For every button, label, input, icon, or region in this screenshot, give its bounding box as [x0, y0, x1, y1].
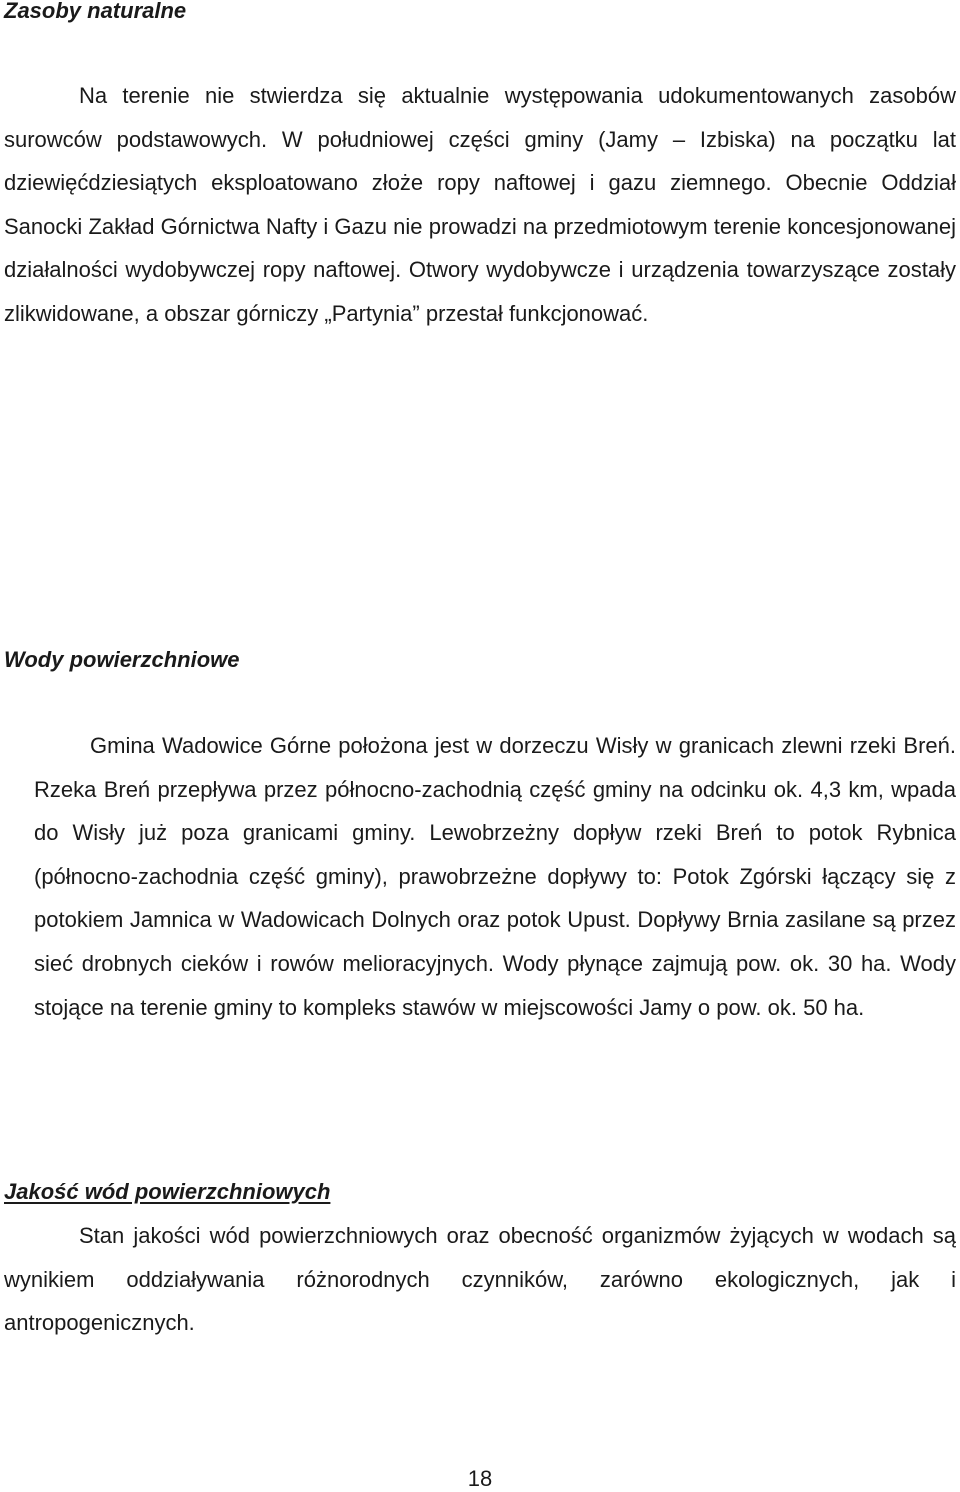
- section-heading-natural-resources: Zasoby naturalne: [4, 0, 187, 23]
- paragraph-surface-water-quality: [4, 1214, 956, 1345]
- paragraph-text: Gmina Wadowice Górne położona jest w dorzeczu Wisły w granicach zlewni rzeki Breń. Rzeka Breń przepływa przez północno-zachodnią część gminy na odcinku ok. 4,3 km, wpada do Wisły już poza granicami gminy. Lewobrzeżny dopływ rzeki Breń to potok Rybnica (północno-zachodnia część gminy), prawobrzeżne dopływy to: Potok Zgórski łączący się z potokiem Jamnica w Wadowicach Dolnych oraz potok Upust. Dopływy Brnia zasilane są przez sieć drobnych cieków i rowów melioracyjnych. Wody płynące zajmują pow. ok. 30 ha. Wody stojące na terenie gminy to kompleks stawów w miejscowości Jamy o pow. ok. 50 ha.: [34, 733, 956, 1020]
- page-number: 18: [467, 1466, 493, 1491]
- paragraph-text: Na terenie nie stwierdza się aktualnie występowania udokumentowanych zasobów surowców podstawowych. W południowej części gminy (Jamy – Izbiska) na początku lat dziewięćdziesiątych eksploatowano złoże ropy naftowej i gazu ziemnego. Obecnie Oddział Sanocki Zakład Górnictwa Nafty i Gazu nie prowadzi na przedmiotowym terenie koncesjonowanej działalności wydobywczej ropy naftowej. Otwory wydobywcze i urządzenia towarzyszące zostały zlikwidowane, a obszar górniczy „Partynia” przestał funkcjonować.: [4, 83, 956, 326]
- paragraph-surface-waters: [34, 724, 956, 1029]
- section-heading-surface-waters: Wody powierzchniowe: [4, 647, 240, 672]
- paragraph-text: Stan jakości wód powierzchniowych oraz obecność organizmów żyjących w wodach są wynikiem oddziaływania różnorodnych czynników, zarówno ekologicznych, jak i antropogenicznych.: [4, 1223, 956, 1336]
- section-heading-surface-water-quality: Jakość wód powierzchniowych: [4, 1179, 331, 1204]
- paragraph-natural-resources: [4, 74, 956, 336]
